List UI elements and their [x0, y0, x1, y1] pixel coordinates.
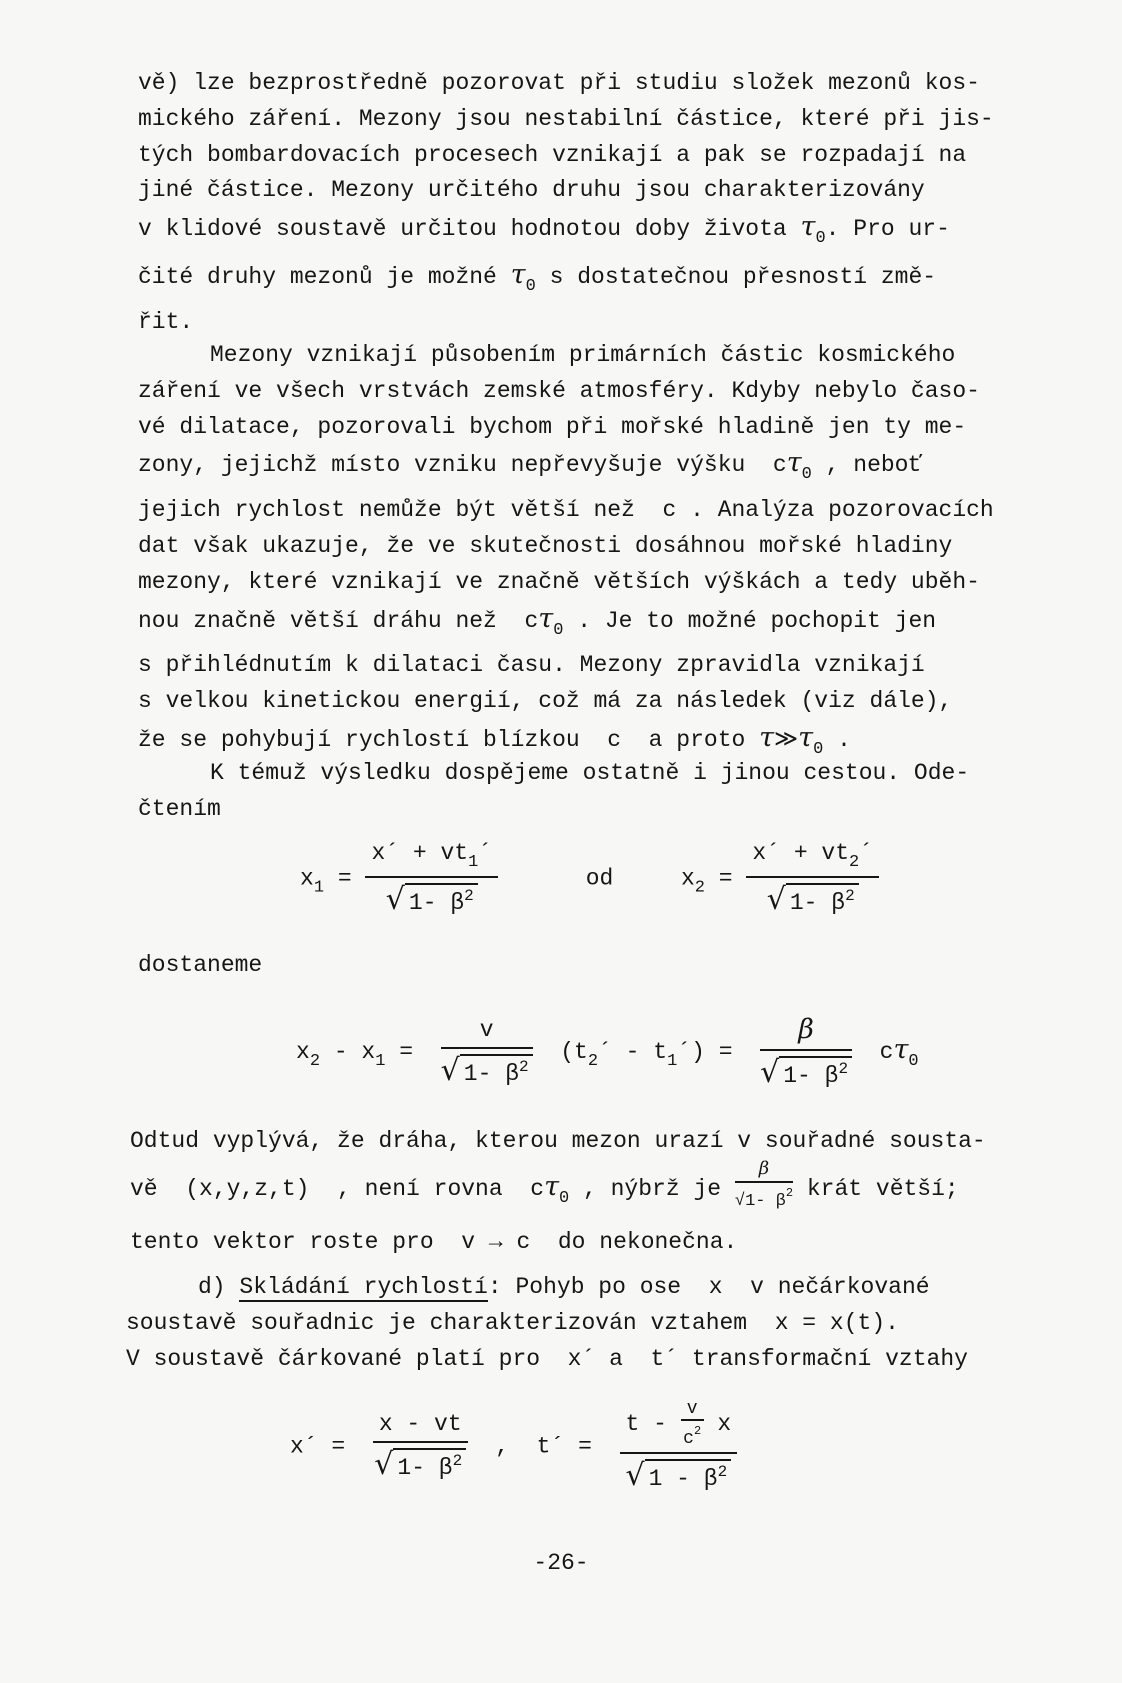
text-line: čtením: [138, 795, 221, 822]
text-segment: 1- β: [783, 1063, 839, 1089]
text-segment: ´ - t: [598, 1039, 668, 1066]
fraction: [746, 840, 879, 917]
text-segment: v: [479, 1016, 494, 1043]
text-line: mezony, které vznikají ve značně větších výškách a tedy uběh-: [138, 568, 980, 595]
tau-symbol: τ: [538, 602, 554, 634]
sqrt-icon: √: [766, 882, 786, 917]
fraction: [373, 1411, 468, 1482]
tau-symbol: τ: [786, 447, 802, 479]
text-line: V soustavě čárkované platí pro x´ a t´ transformační vztahy: [126, 1345, 968, 1372]
tau-symbol: τ: [893, 1034, 909, 1066]
text-line: [130, 1225, 1090, 1261]
text-segment: . Pro ur-: [825, 216, 950, 243]
subscript: 0: [553, 620, 564, 640]
fraction: [441, 1017, 533, 1088]
subscript: 1: [313, 878, 325, 898]
text-segment: t -: [625, 1411, 681, 1438]
subscript: 2: [694, 878, 705, 898]
text-segment: x´ + vt: [371, 840, 469, 866]
superscript: 2: [464, 887, 474, 905]
text-line: soustavě souřadnic je charakterizován vztahem x = x(t).: [126, 1309, 899, 1336]
subscript: 2: [849, 853, 860, 872]
numerator: [441, 1017, 533, 1049]
text-segment: ´) =: [677, 1039, 747, 1066]
superscript: 2: [717, 1463, 728, 1481]
text-line: vé dilatace, pozorovali bychom při mořské hladině jen ty me-: [138, 413, 967, 440]
paragraph-3: [138, 756, 1078, 828]
text-segment: 1- β: [397, 1455, 453, 1481]
sqrt-icon: √: [385, 882, 405, 917]
text-line: dat však ukazuje, že ve skutečnosti dosáhnou mořské hladiny: [138, 532, 953, 559]
sqrt-icon: √: [374, 1447, 394, 1482]
numerator: [620, 1400, 738, 1454]
sqrt-icon: √: [760, 1055, 780, 1090]
text-line: K témuž výsledku dospějeme ostatně i jinou cestou. Ode-: [210, 760, 970, 786]
beta-symbol: β: [798, 1014, 814, 1045]
text-line: vě) lze bezprostředně pozorovat při studiu složek mezonů kos-: [138, 70, 980, 96]
variable: x: [680, 865, 695, 892]
subscript: 2: [587, 1052, 599, 1072]
text-segment: v klidové soustavě určitou hodnotou doby života: [138, 216, 801, 243]
numerator: v: [681, 1400, 704, 1421]
subscript: 1: [468, 853, 479, 872]
text-segment: x - vt: [378, 1411, 462, 1437]
fraction: [760, 1014, 852, 1090]
page-number: -26-: [533, 1550, 589, 1576]
superscript: 2: [838, 1060, 849, 1078]
text-line: jejich rychlost nemůže být větší než c . Analýza pozorovacích: [138, 497, 994, 524]
text-line: [138, 601, 1078, 649]
denominator: [760, 1051, 852, 1090]
subscript: 0: [815, 229, 826, 249]
fraction: [734, 1157, 794, 1211]
equation-lorentz-x: [300, 840, 879, 917]
text-line: řit.: [138, 308, 194, 335]
superscript: 2: [452, 1452, 463, 1470]
text-segment: 1- β: [463, 1060, 520, 1087]
tau-symbol: τ: [510, 258, 526, 290]
text-segment: c: [865, 1039, 894, 1066]
subscript: 1: [667, 1052, 678, 1072]
text-segment: c do nekonečna.: [502, 1228, 738, 1255]
denominator: [620, 1454, 738, 1493]
text-segment: x´ =: [290, 1433, 360, 1460]
text-segment: 1 - β: [648, 1466, 718, 1492]
text-line: jiné částice. Mezony určitého druhu jsou charakterizovány: [138, 177, 925, 204]
text-segment: x´ + vt: [752, 840, 850, 866]
text-segment: 1- β: [745, 1191, 786, 1211]
radicand: [460, 1054, 533, 1087]
denominator: [373, 1443, 468, 1482]
superscript: 2: [519, 1057, 529, 1076]
denominator: [681, 1421, 704, 1448]
equation-lorentz-transform: [290, 1400, 737, 1493]
tau-symbol: τ: [800, 211, 816, 243]
text-segment: , neboť: [811, 452, 923, 479]
denominator: [746, 878, 879, 917]
sqrt-icon: √: [734, 1191, 746, 1211]
text-segment: c: [683, 1429, 694, 1449]
subscript: 2: [309, 1052, 321, 1072]
text-segment: , nýbrž je: [569, 1175, 735, 1202]
text-segment: čité druhy mezonů je možné: [138, 263, 511, 290]
text-line: mického záření. Mezony jsou nestabilní částice, které při jis-: [138, 105, 994, 132]
radicand: [405, 883, 478, 916]
equals-sign: =: [337, 865, 352, 892]
variable: x: [296, 1039, 310, 1066]
text-segment: : Pohyb po ose x v nečárkované: [487, 1274, 930, 1300]
text-line: [138, 257, 1078, 305]
numerator: [735, 1157, 793, 1183]
numerator: [373, 1411, 468, 1443]
fraction: [365, 840, 498, 917]
superscript: 2: [785, 1185, 794, 1200]
radicand: [393, 1448, 466, 1481]
beta-symbol: β: [758, 1157, 770, 1179]
text-segment: - x: [320, 1039, 376, 1066]
arrow-right-icon: →: [488, 1228, 503, 1255]
numerator: [760, 1014, 852, 1051]
prime: ´: [859, 840, 874, 866]
paragraph-dostaneme: [138, 948, 1078, 984]
fraction: [681, 1400, 704, 1448]
numerator: [746, 840, 879, 878]
text-line: záření ve všech vrstvách zemské atmosféry. Kdyby nebylo časo-: [138, 377, 980, 404]
text-segment: vě (x,y,z,t) , není rovna c: [130, 1175, 545, 1202]
text-line: [138, 209, 1078, 257]
tau-symbol: τ: [798, 721, 814, 753]
text-segment: , t´ =: [481, 1433, 606, 1460]
much-greater-symbol: ≫: [774, 726, 799, 753]
text-line: [138, 445, 1078, 493]
text-segment: nou značně větší dráhu než c: [138, 607, 539, 634]
radicand: [786, 883, 859, 916]
text-line: tých bombardovacích procesech vznikají a pak se rozpadají na: [138, 141, 967, 168]
denominator: [441, 1049, 533, 1088]
paragraph-2: [138, 338, 1078, 768]
equals-sign: =: [718, 865, 733, 892]
text-line: dostaneme: [138, 952, 263, 978]
tau-symbol: τ: [544, 1170, 560, 1202]
radicand: [645, 1459, 732, 1492]
superscript: 2: [845, 887, 855, 905]
text-segment: tento vektor roste pro v: [130, 1228, 489, 1255]
text-segment: x: [703, 1411, 732, 1438]
text-segment: krát větší;: [793, 1175, 959, 1202]
denominator: [365, 878, 498, 917]
text-line: Odtud vyplývá, že dráha, kterou mezon urazí v souřadné sousta-: [130, 1128, 986, 1154]
superscript: 2: [693, 1424, 702, 1438]
text-line: Mezony vznikají působením primárních částic kosmického: [210, 342, 956, 368]
text-line: s přihlédnutím k dilataci času. Mezony zpravidla vznikají: [138, 652, 925, 679]
radicand: [779, 1056, 852, 1089]
word-od: od: [585, 865, 614, 892]
text-line: s velkou kinetickou energií, což má za následek (viz dále),: [138, 688, 953, 715]
paragraph-1: [138, 66, 1078, 341]
denominator: [735, 1183, 793, 1211]
text-segment: . Je to možné pochopit jen: [563, 607, 937, 634]
fraction: [620, 1400, 738, 1493]
subscript: 0: [801, 465, 812, 485]
subscript: 0: [813, 739, 824, 759]
text-segment: zony, jejichž místo vzniku nepřevyšuje výšku c: [138, 452, 787, 479]
subscript: 0: [908, 1052, 919, 1072]
subscript: 0: [525, 276, 536, 296]
equals-sign: =: [385, 1039, 427, 1066]
equation-distance: [296, 1014, 919, 1090]
sqrt-icon: √: [440, 1052, 460, 1088]
prime: ´: [478, 840, 493, 866]
text-segment: (t: [546, 1039, 588, 1066]
text-segment: 1- β: [408, 890, 465, 916]
numerator: [365, 840, 498, 878]
text-segment: 1- β: [789, 890, 846, 916]
text-segment: d): [198, 1274, 240, 1300]
text-segment: .: [823, 726, 851, 753]
sqrt-icon: √: [625, 1458, 645, 1493]
text-segment: že se pohybují rychlostí blízkou c a proto: [138, 726, 760, 753]
section-heading: Skládání rychlostí: [239, 1274, 488, 1300]
variable: x: [300, 865, 314, 892]
text-segment: s dostatečnou přesností změ-: [535, 263, 937, 290]
text-line: [126, 1270, 1086, 1306]
paragraph-5: [126, 1270, 1086, 1377]
subscript: 0: [559, 1188, 570, 1208]
text-line: [130, 1157, 1090, 1217]
subscript: 1: [375, 1052, 386, 1072]
tau-symbol: τ: [759, 721, 775, 753]
paragraph-4: [130, 1124, 1090, 1260]
